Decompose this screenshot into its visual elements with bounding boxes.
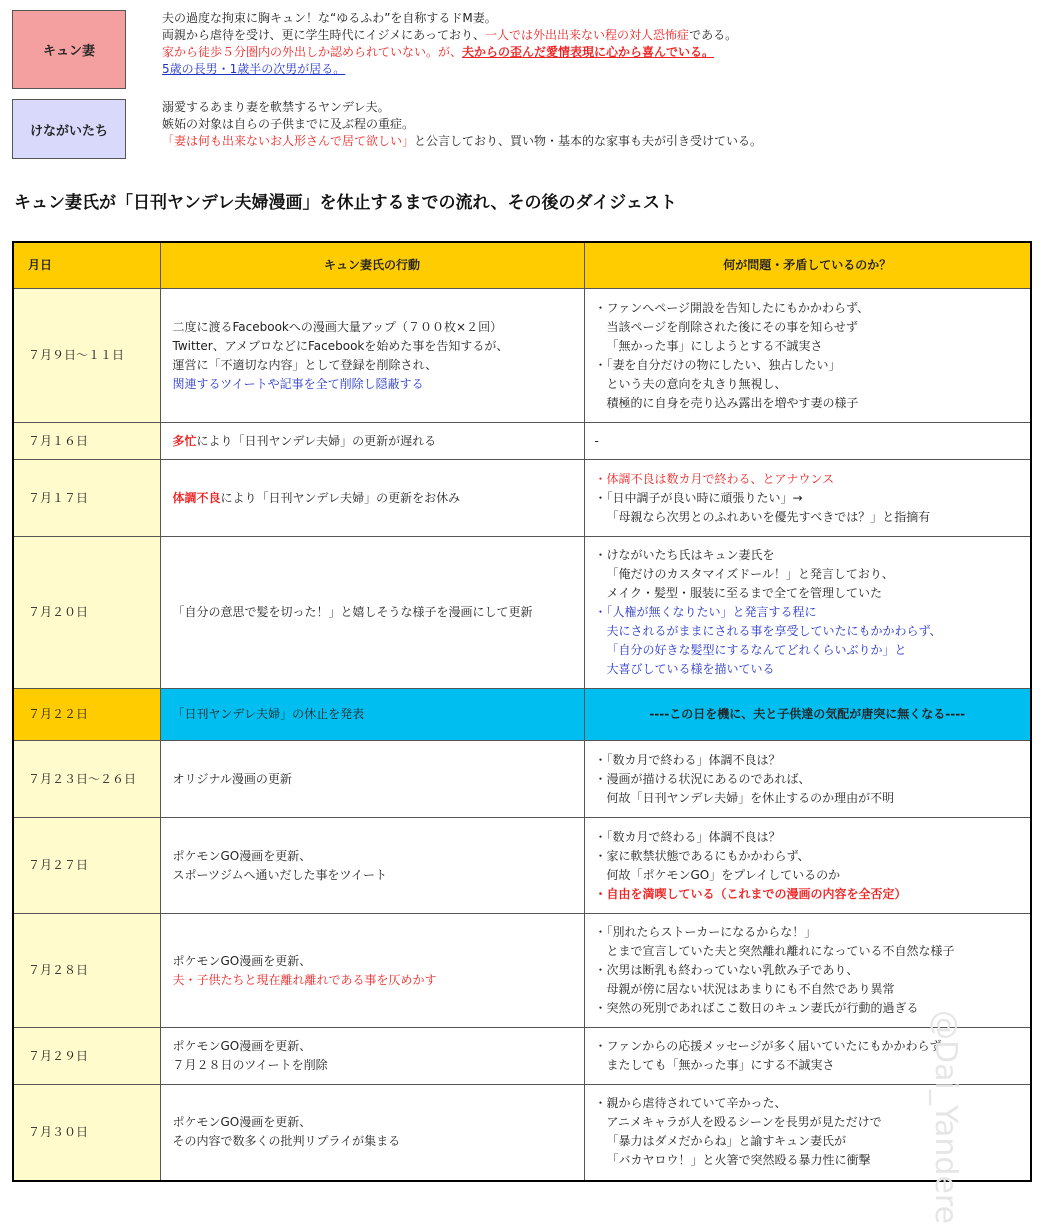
profile-desc-kyunzuma (162, 10, 737, 78)
problem-cell: ・ファンへページ開設を告知したにもかかわらず、 当該ページを削除された後にその事を知らせず 「無かった事」にしようとする不誠実さ ・「妻を自分だけの物にしたい、独占したい」 という夫の意向を丸きり無視し、 積極的に自身を売り込み露出を増やす妻の様子 (584, 289, 1031, 423)
problem-cell: ----この日を機に、夫と子供達の気配が唐突に無くなる---- (584, 689, 1031, 741)
action-cell: 「自分の意思で髪を切った！」と嬉しそうな様子を漫画にして更新 (160, 537, 584, 689)
action-cell: 「日刊ヤンデレ夫婦」の休止を発表 (160, 689, 584, 741)
table-row (13, 741, 1031, 818)
header-action: キュン妻氏の行動 (160, 242, 584, 289)
profile-name: キュン妻 (42, 44, 95, 59)
date-cell: ７月２７日 (13, 818, 160, 914)
problem-cell: ・けながいたち氏はキュン妻氏を 「俺だけのカスタマイズドール！」と発言しており、 メイク・髪型・服装に至るまで全てを管理していた ・「人権が無くなりたい」と発言する程に 夫にされるがままにされる事を享受していたにもかかわらず、 「自分の好きな髪型にするなんてどれくらいぶりか」と 大喜びしている様を描いている (584, 537, 1031, 689)
problem-cell: ・「数カ月で終わる」体調不良は？ ・漫画が描ける状況にあるのであれば、 何故「日刊ヤンデレ夫婦」を休止するのか理由が不明 (584, 741, 1031, 818)
desc-line: 溺愛するあまり妻を軟禁するヤンデレ夫。 (162, 100, 390, 114)
table-row (13, 1028, 1031, 1085)
table-header-row (13, 242, 1031, 289)
date-cell: ７月９日～１１日 (13, 289, 160, 423)
page-heading: キュン妻氏が「日刊ヤンデレ夫婦漫画」を休止するまでの流れ、その後のダイジェスト (14, 193, 677, 213)
desc-line: 嫉妬の対象は自らの子供までに及ぶ程の重症。 (162, 117, 415, 131)
desc-line: 両親から虐待を受け、更に学生時代にイジメにあっており、一人では外出出来ない程の対人恐怖症である。 (162, 28, 738, 42)
date-cell: ７月１７日 (13, 460, 160, 537)
action-cell: 体調不良により「日刊ヤンデレ夫婦」の更新をお休み (160, 460, 584, 537)
desc-line: 家から徒歩５分圏内の外出しか認められていない。が、夫からの歪んだ愛情表現に心から喜んでいる。 (162, 45, 715, 59)
timeline-table (12, 241, 1032, 1182)
profile-tag-kyunzuma (12, 10, 126, 89)
desc-line: 夫の過度な拘束に胸キュン！な“ゆるふわ”を自称するドM妻。 (162, 11, 497, 25)
table-row (13, 423, 1031, 460)
action-cell: オリジナル漫画の更新 (160, 741, 584, 818)
problem-cell: ・親から虐待されていて辛かった、 アニメキャラが人を殴るシーンを長男が見ただけで 「暴力はダメだからね」と諭すキュン妻氏が 「バカヤロウ！」と火箸で突然殴る暴力性に衝撃 (584, 1085, 1031, 1181)
action-cell: ポケモンGO漫画を更新、 ７月２８日のツイートを削除 (160, 1028, 584, 1085)
date-cell: ７月１６日 (13, 423, 160, 460)
problem-cell: ・「数カ月で終わる」体調不良は？ ・家に軟禁状態であるにもかかわらず、 何故「ポケモンGO」をプレイしているのか ・自由を満喫している（これまでの漫画の内容を全否定） (584, 818, 1031, 914)
date-cell: ７月３０日 (13, 1085, 160, 1181)
table-row-highlight (13, 689, 1031, 741)
watermark-text: @Dai_Yandere (928, 1010, 963, 1224)
date-cell: ７月２３日～２６日 (13, 741, 160, 818)
action-cell: ポケモンGO漫画を更新、 スポーツジムへ通いだした事をツイート (160, 818, 584, 914)
profile-desc-kenagaitachi (162, 99, 762, 150)
table-row (13, 914, 1031, 1028)
action-cell: 多忙により「日刊ヤンデレ夫婦」の更新が遅れる (160, 423, 584, 460)
problem-cell: ・ファンからの応援メッセージが多く届いていたにもかかわらず またしても「無かった事」にする不誠実さ (584, 1028, 1031, 1085)
profile-name: けながいたち (29, 123, 108, 139)
table-row (13, 289, 1031, 423)
table-row (13, 818, 1031, 914)
desc-line: 5歳の長男・1歳半の次男が居る。 (162, 62, 346, 76)
header-date: 月日 (13, 242, 160, 289)
action-cell: 二度に渡るFacebookへの漫画大量アップ（７００枚×２回） Twitter、アメブロなどにFacebookを始めた事を告知するが、 運営に「不適切な内容」として登録を削除され、 関連するツイートや記事を全て削除し隠蔽する (160, 289, 584, 423)
action-cell: ポケモンGO漫画を更新、 その内容で数多くの批判リプライが集まる (160, 1085, 584, 1181)
profile-tag-kenagaitachi (12, 99, 126, 159)
date-cell: ７月２０日 (13, 537, 160, 689)
desc-line: 「妻は何も出来ないお人形さんで居て欲しい」と公言しており、買い物・基本的な家事も夫が引き受けている。 (162, 134, 763, 148)
problem-cell: - (584, 423, 1031, 460)
problem-cell: ・体調不良は数カ月で終わる、とアナウンス ・「日中調子が良い時に頑張りたい」→ 「母親なら次男とのふれあいを優先すべきでは？」と指摘有 (584, 460, 1031, 537)
header-problem: 何が問題・矛盾しているのか？ (584, 242, 1031, 289)
table-row (13, 537, 1031, 689)
table-row (13, 460, 1031, 537)
action-cell: ポケモンGO漫画を更新、 夫・子供たちと現在離れ離れである事を仄めかす (160, 914, 584, 1028)
problem-cell: ・「別れたらストーカーになるからな！」 とまで宣言していた夫と突然離れ離れになっている不自然な様子 ・次男は断乳も終わっていない乳飲み子であり、 母親が傍に居ない状況はあまりにも不自然であり異常 ・突然の死別であればここ数日のキュン妻氏が行動的過ぎる (584, 914, 1031, 1028)
date-cell: ７月２９日 (13, 1028, 160, 1085)
date-cell: ７月２２日 (13, 689, 160, 741)
table-row (13, 1085, 1031, 1181)
date-cell: ７月２８日 (13, 914, 160, 1028)
